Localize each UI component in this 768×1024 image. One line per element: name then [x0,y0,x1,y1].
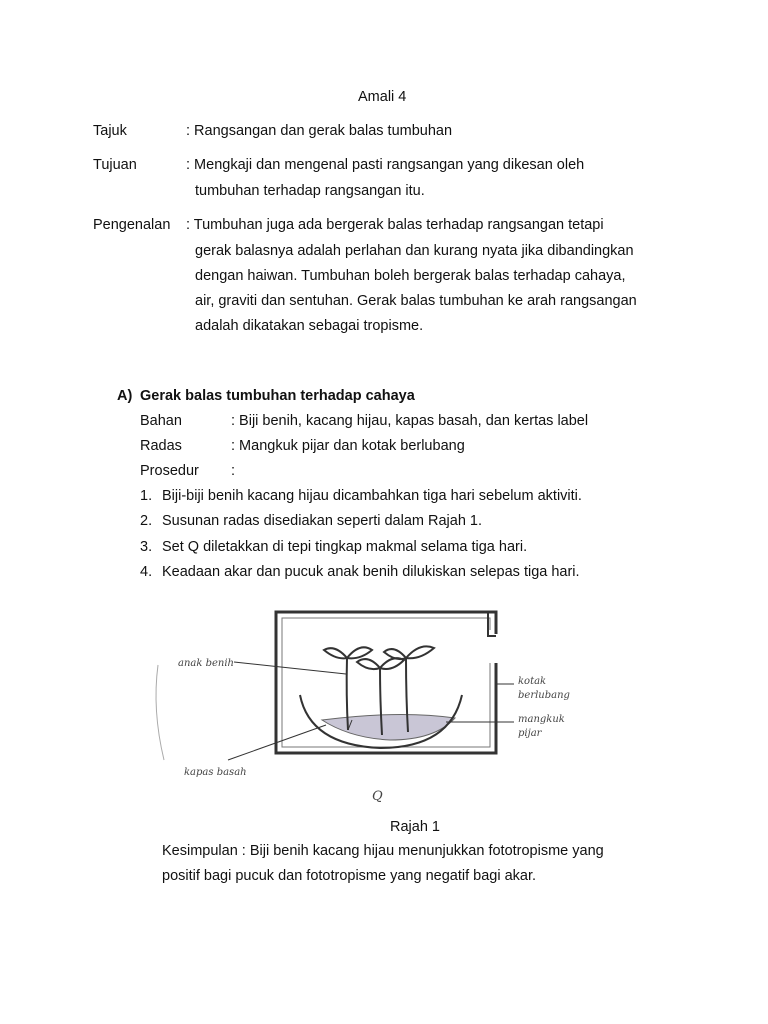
radas-value: : Mangkuk pijar dan kotak berlubang [231,438,465,454]
label-berlubang: berlubang [518,690,570,701]
pengenalan-line: dengan haiwan. Tumbuhan boleh bergerak balas terhadap cahaya, [195,268,626,284]
conclusion-line: Kesimpulan : Biji benih kacang hijau menunjukkan fototropisme yang [162,843,604,859]
tujuan-line: : Mengkaji dan mengenal pasti rangsangan yang dikesan oleh [186,157,585,173]
pengenalan-line: adalah dikatakan sebagai tropisme. [195,318,424,334]
pengenalan-line: gerak balasnya adalah perlahan dan kurang nyata jika dibandingkan [195,243,634,259]
label-mangkuk: mangkuk [518,714,565,725]
step-text: Set Q diletakkan di tepi tingkap makmal selama tiga hari. [162,539,528,555]
pengenalan-line: air, graviti dan sentuhan. Gerak balas tumbuhan ke arah rangsangan [195,293,637,309]
radas-label: Radas [140,438,182,454]
step-number: 1. [140,488,153,504]
step-text: Biji-biji benih kacang hijau dicambahkan tiga hari sebelum aktiviti. [162,488,582,504]
section-a-heading: Gerak balas tumbuhan terhadap cahaya [140,388,415,404]
section-a-marker: A) [117,388,133,404]
bahan-value: : Biji benih, kacang hijau, kapas basah, dan kertas label [231,413,589,429]
pengenalan-line: : Tumbuhan juga ada bergerak balas terhadap rangsangan tetapi [186,217,604,233]
label-kotak: kotak [518,676,547,687]
tujuan-line: tumbuhan terhadap rangsangan itu. [195,183,425,199]
tajuk-label: Tajuk [93,123,127,139]
step-number: 3. [140,539,153,555]
page-title: Amali 4 [358,89,407,105]
bahan-label: Bahan [140,413,182,429]
prosedur-label: Prosedur [140,463,199,479]
figure-caption: Rajah 1 [390,819,440,835]
rajah-1-diagram [150,600,570,810]
tajuk-value: : Rangsangan dan gerak balas tumbuhan [186,123,453,139]
pengenalan-label: Pengenalan [93,217,171,233]
step-text: Susunan radas disediakan seperti dalam Rajah 1. [162,513,483,529]
step-number: 4. [140,564,153,580]
step-number: 2. [140,513,153,529]
label-anak-benih: anak benih [178,658,235,669]
prosedur-value: : [231,463,236,479]
label-kapas-basah: kapas basah [184,767,247,778]
label-pijar: pijar [518,728,542,739]
conclusion-line: positif bagi pucuk dan fototropisme yang negatif bagi akar. [162,868,537,884]
tujuan-label: Tujuan [93,157,137,173]
step-text: Keadaan akar dan pucuk anak benih dilukiskan selepas tiga hari. [162,564,580,580]
label-set-q: Q [372,789,383,804]
